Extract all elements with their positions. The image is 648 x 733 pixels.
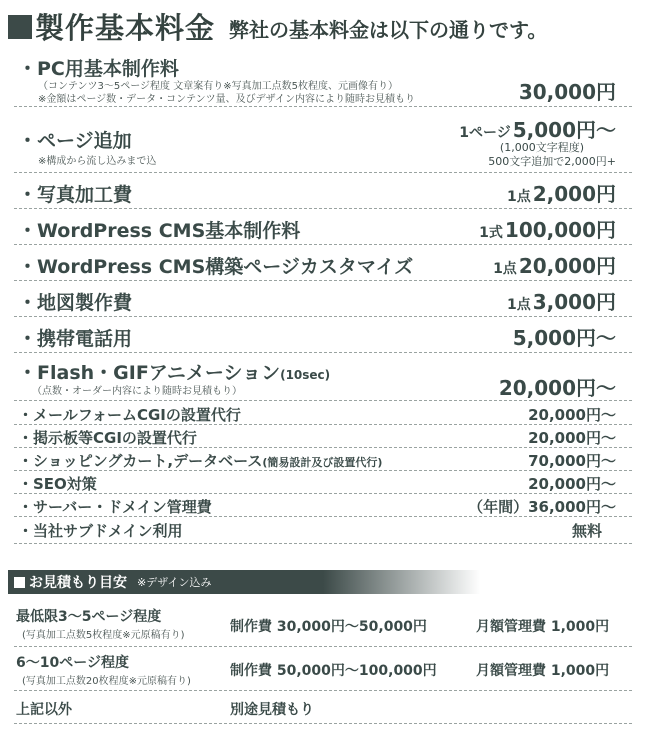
item-name: ・SEO対策 bbox=[18, 475, 97, 493]
item-price bbox=[507, 286, 616, 315]
page-subtitle: 弊社の基本料金は以下の通りです。 bbox=[229, 17, 548, 42]
estimate-manage-fee: 月額管理費 1,000円 bbox=[476, 619, 610, 635]
estimate-subtitle: ※デザイン込み bbox=[137, 576, 212, 589]
price-row-pc-basic bbox=[14, 50, 632, 107]
item-price-value: 100,000円 bbox=[504, 218, 616, 242]
item-unit: 1点 bbox=[506, 189, 531, 205]
estimate-square-icon bbox=[14, 577, 25, 588]
price-row-bbs bbox=[14, 425, 632, 448]
price-row-seo bbox=[14, 471, 632, 494]
item-unit: 1ページ bbox=[459, 125, 511, 141]
item-price bbox=[493, 250, 616, 279]
item-name bbox=[18, 450, 382, 471]
price-row-shopping bbox=[14, 448, 632, 471]
item-name: ・掲示板等CGIの設置代行 bbox=[18, 429, 197, 447]
estimate-header bbox=[8, 570, 638, 594]
item-price-note: 500文字追加で2,000円+ bbox=[488, 155, 616, 168]
estimate-fee: 制作費 50,000円〜100,000円 bbox=[230, 663, 437, 679]
item-name-suffix: (10sec) bbox=[280, 368, 331, 382]
price-row-flash bbox=[14, 354, 632, 401]
item-name-main: ・Flash・GIFアニメーション bbox=[18, 362, 281, 384]
price-row-wp-custom bbox=[14, 246, 632, 281]
item-note: ※構成から流し込みまで込 bbox=[38, 156, 157, 167]
item-unit: 1点 bbox=[493, 261, 517, 277]
item-name: ・携帯電話用 bbox=[18, 328, 133, 350]
item-name: ・サーバー・ドメイン管理費 bbox=[18, 498, 212, 516]
item-price bbox=[479, 214, 616, 243]
estimate-title: お見積もり目安 bbox=[29, 575, 127, 591]
estimate-note: (写真加工点数20枚程度※元原稿有り) bbox=[22, 676, 191, 687]
estimate-manage-fee: 月額管理費 1,000円 bbox=[476, 663, 610, 679]
item-name: ・ページ追加 bbox=[18, 130, 132, 152]
item-name: ・地図製作費 bbox=[18, 292, 133, 314]
item-unit: 1式 bbox=[479, 225, 503, 241]
estimate-row bbox=[14, 650, 632, 691]
item-name-main: ・ショッピングカート,データベース bbox=[18, 452, 263, 470]
price-row-photo bbox=[14, 174, 632, 209]
price-row-subdomain bbox=[14, 517, 632, 544]
item-price-value: 2,000円 bbox=[532, 182, 616, 206]
estimate-label: 6〜10ページ程度 bbox=[16, 655, 129, 671]
item-note: （点数・オーダー内容により随時お見積もり） bbox=[32, 386, 242, 397]
item-note: ※金額はページ数・データ・コンテンツ量、及びデザイン内容により随時お見積もり bbox=[38, 94, 415, 105]
item-price: 30,000円 bbox=[518, 80, 616, 104]
item-price: （年間）36,000円〜 bbox=[468, 498, 616, 516]
item-price: 20,000円〜 bbox=[528, 429, 616, 447]
item-price-value: 3,000円 bbox=[532, 290, 616, 314]
item-name-suffix: (簡易設計及び設置代行) bbox=[262, 456, 383, 469]
price-row-wp-basic bbox=[14, 210, 632, 245]
price-row-mailform bbox=[14, 402, 632, 425]
item-unit: 1点 bbox=[506, 297, 531, 313]
item-price: 無料 bbox=[571, 522, 602, 540]
item-name: ・メールフォームCGIの設置代行 bbox=[18, 406, 241, 424]
estimate-row bbox=[14, 693, 632, 724]
price-row-mobile bbox=[14, 318, 632, 353]
item-price: 20,000円〜 bbox=[528, 406, 616, 424]
estimate-label: 最低限3〜5ページ程度 bbox=[16, 609, 162, 625]
item-price: 20,000円〜 bbox=[528, 475, 616, 493]
estimate-fee: 制作費 30,000円〜50,000円 bbox=[230, 619, 427, 635]
title-square-icon bbox=[8, 15, 32, 39]
item-name: ・当社サブドメイン利用 bbox=[18, 522, 183, 540]
item-name: ・WordPress CMS構築ページカスタマイズ bbox=[18, 256, 414, 278]
price-row-server bbox=[14, 494, 632, 517]
item-name: ・WordPress CMS基本制作料 bbox=[18, 220, 301, 242]
item-name bbox=[18, 358, 330, 385]
page-title: 製作基本料金 bbox=[35, 10, 216, 45]
item-price: 20,000円〜 bbox=[498, 376, 616, 400]
estimate-note: (写真加工点数5枚程度※元原稿有り) bbox=[22, 630, 185, 641]
item-price-note: (1,000文字程度) bbox=[499, 141, 584, 154]
item-price-value: 5,000円〜 bbox=[512, 118, 616, 142]
estimate-row bbox=[14, 604, 632, 647]
item-note: （コンテンツ3〜5ページ程度 文章案有り※写真加工点数5枚程度、元画像有り） bbox=[38, 81, 398, 92]
estimate-label: 上記以外 bbox=[16, 702, 72, 718]
item-name: ・PC用基本制作料 bbox=[18, 58, 179, 80]
item-price bbox=[507, 178, 616, 207]
estimate-fee: 別途見積もり bbox=[230, 702, 314, 718]
item-name: ・写真加工費 bbox=[18, 184, 133, 206]
price-row-page-add bbox=[14, 108, 632, 173]
item-price-value: 20,000円 bbox=[518, 254, 616, 278]
item-price: 70,000円〜 bbox=[528, 452, 616, 470]
page-header bbox=[8, 6, 638, 46]
price-row-map bbox=[14, 282, 632, 317]
item-price: 5,000円〜 bbox=[512, 326, 616, 350]
